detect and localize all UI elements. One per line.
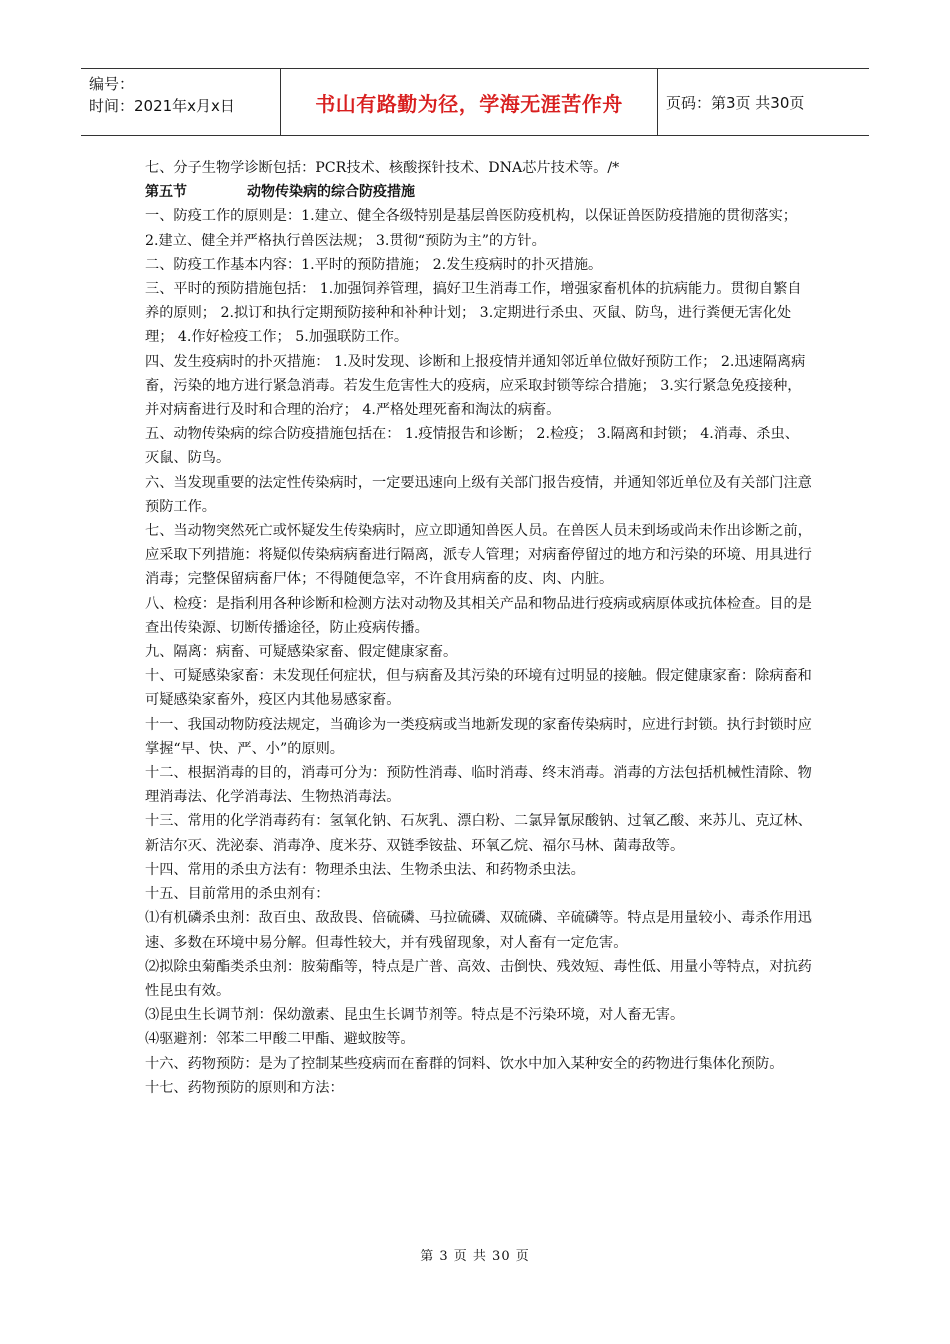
section-heading: [145, 180, 813, 204]
paragraph: 十四、常用的杀虫方法有：物理杀虫法、生物杀虫法、和药物杀虫法。: [145, 861, 585, 878]
header-page-info: 页码：第3页 共30页: [666, 93, 805, 112]
list-item: ⑷驱避剂：邻苯二甲酸二甲酯、避蚊胺等。: [145, 1031, 415, 1048]
page-header: [81, 68, 869, 136]
paragraph: 四、发生疫病时的扑灭措施： 1.及时发现、诊断和上报疫情并通知邻近单位做好预防工作； 2.迅速隔离病畜，污染的地方进行紧急消毒。若发生危害性大的疫病，应采取封锁等综合措施； 3.实行紧急免疫接种，并对病畜进行及时和合理的治疗； 4.严格处理死畜和淘汰的病畜。: [145, 353, 806, 419]
page-footer: 第 3 页 共 30 页: [420, 1249, 530, 1264]
paragraph: 十一、我国动物防疫法规定，当确诊为一类疫病或当地新发现的家畜传染病时，应进行封锁。执行封锁时应掌握“早、快、严、小”的原则。: [145, 716, 812, 757]
document-body: [145, 156, 813, 1100]
document-number-label: 编号：: [89, 75, 135, 93]
paragraph: 十三、常用的化学消毒药有：氢氧化钠、石灰乳、漂白粉、二氯异氰尿酸钠、过氧乙酸、来苏儿、克辽林、新洁尔灭、洗泌泰、消毒净、度米芬、双链季铵盐、环氧乙烷、福尔马林、菌毒敌等。: [145, 813, 812, 854]
paragraph: 九、隔离：病畜、可疑感染家畜、假定健康家畜。: [145, 644, 458, 661]
paragraph: 十七、药物预防的原则和方法：: [145, 1079, 344, 1096]
header-motto: 书山有路勤为径，学海无涯苦作舟: [281, 69, 658, 135]
paragraph: 十二、根据消毒的目的，消毒可分为：预防性消毒、临时消毒、终末消毒。消毒的方法包括机械性清除、物理消毒法、化学消毒法、生物热消毒法。: [145, 765, 812, 806]
paragraph: 二、防疫工作基本内容：1.平时的预防措施； 2.发生疫病时的扑灭措施。: [145, 256, 603, 273]
document-time-label: 时间：2021年x月x日: [89, 97, 235, 115]
header-meta: [81, 69, 281, 135]
paragraph: 六、当发现重要的法定性传染病时，一定要迅速向上级有关部门报告疫情，并通知邻近单位及有关部门注意预防工作。: [145, 474, 812, 515]
paragraph: 一、防疫工作的原则是：1.建立、健全各级特别是基层兽医防疫机构，以保证兽医防疫措施的贯彻落实； 2.建立、健全并严格执行兽医法规； 3.贯彻“预防为主”的方针。: [145, 208, 797, 249]
paragraph: 七、当动物突然死亡或怀疑发生传染病时，应立即通知兽医人员。在兽医人员未到场或尚未作出诊断之前，应采取下列措施：将疑似传染病病畜进行隔离，派专人管理；对病畜停留过的地方和污染的环境、用具进行消毒；完整保留病畜尸体；不得随便急宰，不许食用病畜的皮、肉、内脏。: [145, 523, 812, 588]
paragraph: 三、平时的预防措施包括： 1.加强饲养管理，搞好卫生消毒工作，增强家畜机体的抗病能力。贯彻自繁自养的原则； 2.拟订和执行定期预防接种和补种计划； 3.定期进行杀虫、灭鼠、防鸟，进行粪便无害化处理； 4.作好检疫工作； 5.加强联防工作。: [145, 281, 802, 346]
section-number: 第五节: [145, 184, 187, 201]
paragraph: 十、可疑感染家畜：未发现任何症状，但与病畜及其污染的环境有过明显的接触。假定健康家畜：除病畜和可疑感染家畜外，疫区内其他易感家畜。: [145, 668, 812, 709]
paragraph: 十五、目前常用的杀虫剂有：: [145, 886, 330, 903]
paragraph: 五、动物传染病的综合防疫措施包括在： 1.疫情报告和诊断； 2.检疫； 3.隔离和封锁； 4.消毒、杀虫、灭鼠、防鸟。: [145, 426, 799, 467]
paragraph: 八、检疫：是指利用各种诊断和检测方法对动物及其相关产品和物品进行疫病或病原体或抗体检查。目的是查出传染源、切断传播途径，防止疫病传播。: [145, 595, 812, 636]
paragraph: 十六、药物预防：是为了控制某些疫病而在畜群的饲料、饮水中加入某种安全的药物进行集体化预防。: [145, 1055, 784, 1072]
paragraph: 七、分子生物学诊断包括：PCR技术、核酸探针技术、DNA芯片技术等。/*: [145, 160, 620, 176]
section-title: 动物传染病的综合防疫措施: [247, 184, 415, 201]
list-item: ⑵拟除虫菊酯类杀虫剂：胺菊酯等，特点是广普、高效、击倒快、残效短、毒性低、用量小等特点，对抗药性昆虫有效。: [145, 958, 812, 999]
list-item: ⑴有机磷杀虫剂：敌百虫、敌敌畏、倍硫磷、马拉硫磷、双硫磷、辛硫磷等。特点是用量较小、毒杀作用迅速、多数在环境中易分解。但毒性较大，并有残留现象，对人畜有一定危害。: [145, 910, 812, 951]
list-item: ⑶昆虫生长调节剂：保幼激素、昆虫生长调节剂等。特点是不污染环境，对人畜无害。: [145, 1007, 685, 1024]
